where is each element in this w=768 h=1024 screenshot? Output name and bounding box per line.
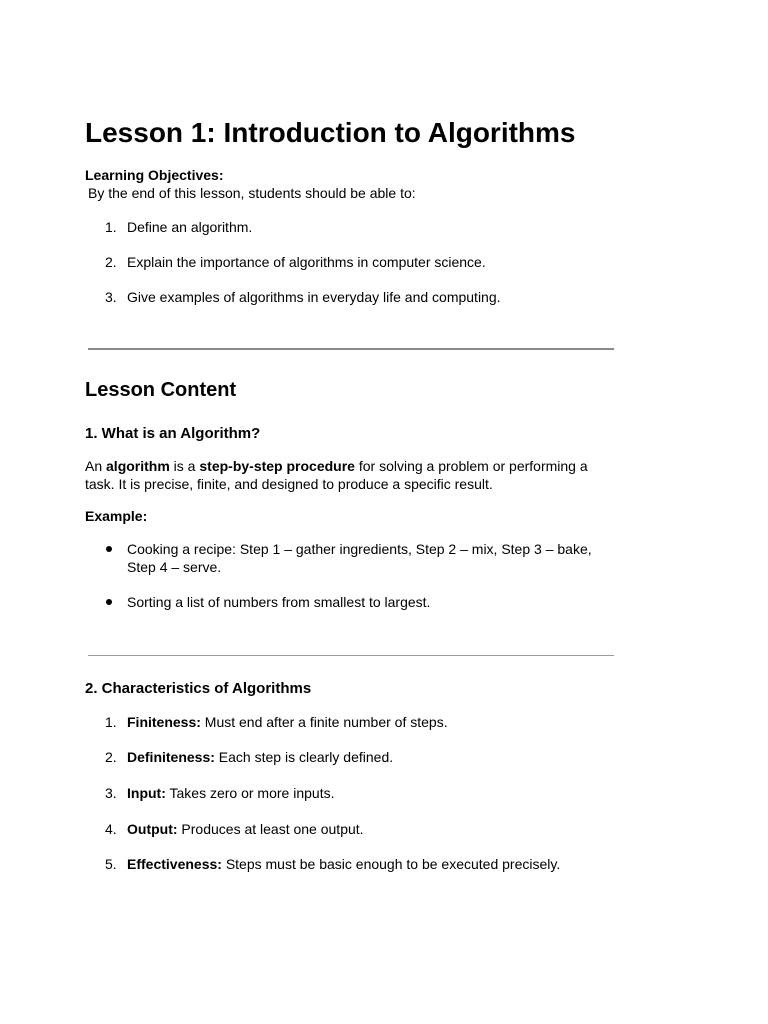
section2-heading: 2. Characteristics of Algorithms [85, 680, 312, 697]
list-item-text: Cooking a recipe: Step 1 – gather ingredients, Step 2 – mix, Step 3 – bake, Step 4 – serve. [127, 541, 592, 575]
characteristic-term: Definiteness: [127, 749, 215, 765]
example-label: Example: [85, 508, 148, 524]
list-item-number: 1. [105, 219, 117, 235]
horizontal-divider [88, 348, 614, 350]
list-item-text: Explain the importance of algorithms in computer science. [127, 254, 486, 270]
definition-term: algorithm [106, 458, 170, 474]
objectives-label: Learning Objectives: [85, 167, 224, 183]
bullet-icon [106, 546, 112, 552]
list-item-text [127, 748, 393, 766]
characteristic-desc: Takes zero or more inputs. [165, 785, 335, 801]
definition-text: is a [169, 458, 200, 474]
list-item-text [127, 784, 334, 802]
content-heading: Lesson Content [85, 379, 237, 401]
list-item-number: 3. [105, 289, 117, 305]
list-item-text [127, 855, 560, 873]
characteristic-desc: Produces at least one output. [177, 821, 364, 837]
characteristic-term: Output: [127, 821, 178, 837]
list-item-number: 4. [105, 821, 117, 837]
horizontal-divider [88, 655, 614, 656]
definition-emphasis: step-by-step procedure [199, 458, 355, 474]
lesson-title: Lesson 1: Introduction to Algorithms [85, 117, 576, 148]
characteristic-term: Effectiveness: [127, 856, 222, 872]
list-item-text [127, 820, 364, 838]
definition-text: for solving a problem or performing a task. It is precise, finite, and designed to produce a specific result. [85, 458, 588, 492]
characteristic-desc: Each step is clearly defined. [214, 749, 394, 765]
list-item-text: Define an algorithm. [127, 219, 253, 235]
list-item-number: 1. [105, 714, 117, 730]
algorithm-definition [85, 457, 615, 493]
list-item-text [127, 713, 448, 731]
objectives-intro: By the end of this lesson, students should be able to: [88, 185, 416, 201]
characteristic-term: Input: [127, 785, 166, 801]
list-item-text: Sorting a list of numbers from smallest to largest. [127, 594, 431, 610]
list-item-number: 3. [105, 785, 117, 801]
characteristic-desc: Must end after a finite number of steps. [200, 714, 448, 730]
list-item-number: 2. [105, 254, 117, 270]
bullet-icon [106, 599, 112, 605]
list-item-number: 5. [105, 856, 117, 872]
characteristic-desc: Steps must be basic enough to be executed precisely. [221, 856, 561, 872]
definition-text: An [85, 458, 107, 474]
list-item-number: 2. [105, 749, 117, 765]
characteristic-term: Finiteness: [127, 714, 201, 730]
section1-heading: 1. What is an Algorithm? [85, 425, 261, 442]
list-item-text: Give examples of algorithms in everyday life and computing. [127, 289, 501, 305]
